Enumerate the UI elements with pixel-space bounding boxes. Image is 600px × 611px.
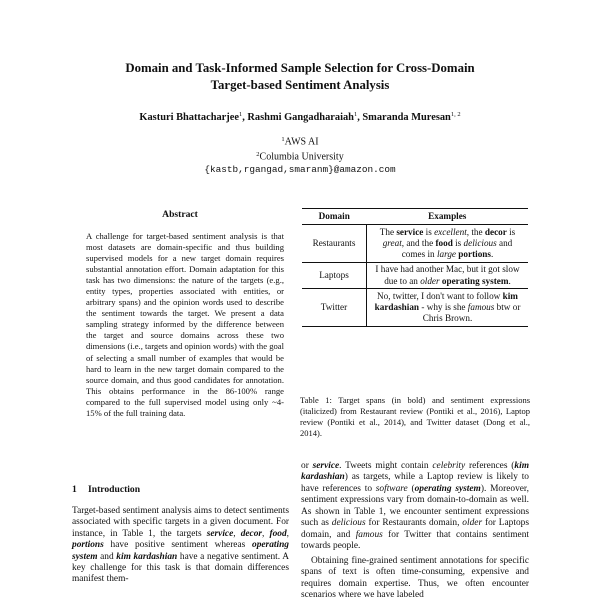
text-run: . Tweets might contain [339, 461, 433, 471]
target-span: kim kardashian [374, 290, 518, 312]
target-span: operating system [414, 483, 481, 494]
affiliation-2-mark: 2 [256, 151, 260, 158]
example-cell [367, 225, 529, 263]
author-2: Rashmi Gangadharaiah [247, 112, 354, 123]
text-run: for Twitter that contains sentiment towards people. [301, 529, 529, 552]
example-cell [367, 289, 529, 327]
sentiment-span: large [436, 249, 456, 260]
section-heading-introduction [72, 484, 140, 495]
sentiment-span: older [420, 275, 440, 286]
text-run: - why is she [419, 301, 468, 312]
author-1: Kasturi Bhattacharjee [139, 112, 239, 123]
text-run: references ( [465, 461, 515, 471]
author-3: Smaranda Muresan [362, 112, 451, 123]
author-separator: , [357, 112, 363, 123]
author-2-affil-mark: 1 [353, 111, 358, 118]
target-span: kim kardashian [301, 461, 529, 483]
affiliation-1 [150, 134, 450, 149]
section-number: 1 [72, 484, 77, 495]
examples-table [302, 208, 528, 327]
sentiment-span: software [375, 483, 408, 494]
sentiment-span: older [462, 518, 483, 529]
text-run: have positive sentiment whereas [103, 540, 253, 551]
introduction-paragraph [72, 506, 289, 586]
table-body [302, 225, 528, 327]
author-1-affil-mark: 1 [238, 111, 243, 118]
sentiment-span: excellent [434, 226, 467, 237]
section-title: Introduction [88, 484, 141, 495]
sentiment-span: celebrity [432, 461, 466, 471]
text-run: ). Moreover, sentiment expressions vary from domain-to-domain as well. As shown in Table 1, we encounter sentiment expressions such as [301, 483, 530, 529]
table-caption: Table 1: Target spans (in bold) and sentiment expressions (italicized) from Restaurant review (Pontiki et al., 2016), Laptop review (Pontiki et al., 2014), and Twitter dataset (Dong et al., 2014). [300, 395, 530, 439]
target-span: kim kardashian [116, 551, 178, 562]
sentiment-span: delicious [463, 237, 497, 248]
target-span: operating system [441, 275, 509, 286]
author-email: {kastb,rgangad,smaranm}@amazon.com [204, 164, 396, 175]
target-span: decor [240, 528, 263, 539]
text-run: Target-based sentiment analysis aims to detect sentiments associated with specific targets in a given document. For instance, in Table 1, the targets [72, 506, 289, 539]
domain-cell: Restaurants [302, 225, 367, 263]
text-run: The [379, 226, 397, 237]
sentiment-span: great [382, 237, 402, 248]
domain-cell: Twitter [302, 289, 367, 327]
text-run: . [490, 249, 494, 260]
affiliations [150, 134, 450, 177]
target-span: portions [458, 249, 491, 260]
text-run: is [506, 226, 516, 237]
sentiment-span: delicious [331, 518, 366, 529]
text-run: or [301, 461, 313, 471]
example-cell [367, 262, 529, 288]
paper-title [70, 60, 530, 94]
text-run: , [262, 528, 270, 539]
target-span: service [206, 528, 234, 539]
text-run: have a negative sentiment. A key challenge for this task is that domain differences manifest them- [72, 551, 289, 585]
abstract-heading: Abstract [162, 209, 198, 220]
target-span: service [396, 226, 424, 237]
affiliation-2-name: Columbia University [259, 151, 344, 163]
table-header-row [302, 209, 528, 225]
text-run: is [423, 226, 435, 237]
affiliation-2 [150, 149, 450, 164]
target-span: service [312, 461, 340, 471]
target-span: food [269, 528, 287, 539]
text-run: and [97, 551, 117, 562]
text-run: , and the [401, 237, 436, 248]
text-run: No, twitter, I don't want to follow [377, 290, 503, 301]
title-line-2: Target-based Sentiment Analysis [210, 78, 390, 92]
affiliation-1-mark: 1 [281, 136, 285, 143]
right-column-text [301, 461, 529, 611]
text-run: is [452, 237, 464, 248]
affiliation-1-name: AWS AI [284, 136, 319, 148]
sentiment-span: famous [467, 301, 495, 312]
right-paragraph-2: Obtaining fine-grained sentiment annotations for specific spans of text is often time-consuming, expensive and requires domain expertise. Thus, we often encounter scenarios where we have labeled [301, 555, 529, 600]
table-row [302, 262, 528, 288]
author-separator: , [242, 112, 248, 123]
text-run: , [233, 528, 241, 539]
target-span: food [435, 237, 453, 248]
text-run: ) as targets, while a Laptop review is likely to have references to [301, 472, 529, 494]
text-run: . [508, 275, 511, 286]
text-run: and comes in [401, 237, 513, 260]
column-header-domain: Domain [302, 209, 367, 225]
text-run: , [286, 528, 290, 539]
table-row [302, 289, 528, 327]
text-run: for Laptops domain, and [301, 518, 529, 540]
abstract-text: A challenge for target-based sentiment analysis is that most datasets are domain-specific and thus building supervised models for a new target domain requires substantial annotation effort. Domain adaptation for this task has two dimensions: the nature of the targets (e.g., entity types, properties associated with entities, or arbitrary spans) and the opinion words used to describe the sentiment towards the target. We present a data sampling strategy informed by the difference between the target and source domains across these two dimensions (i.e., targets and opinion words) with the goal of selecting a small number of examples that would be hard to learn in the new target domain compared to the source domain, and thus good candidates for annotation. This obtains performance in the 86-100% range compared to the full supervised model using only ~4-15% of the full training data. [86, 231, 284, 418]
title-line-1: Domain and Task-Informed Sample Selection for Cross-Domain [125, 61, 475, 75]
target-span: decor [484, 226, 507, 237]
target-span: operating system [72, 540, 289, 562]
table-row [302, 225, 528, 263]
text-run: ( [407, 483, 415, 494]
author-3-affil-mark: 1, 2 [450, 111, 461, 118]
author-list [30, 108, 570, 125]
sentiment-span: famous [355, 529, 383, 540]
target-span: portions [72, 540, 104, 551]
right-paragraph-1 [301, 461, 529, 553]
domain-cell: Laptops [302, 262, 367, 288]
text-run: for Restaurants domain, [365, 518, 463, 529]
column-header-examples: Examples [367, 209, 529, 225]
text-run: , the [466, 226, 485, 237]
text-run: btw or Chris Brown. [422, 301, 521, 324]
text-run: I have had another Mac, but it got slow due to an [375, 264, 520, 286]
